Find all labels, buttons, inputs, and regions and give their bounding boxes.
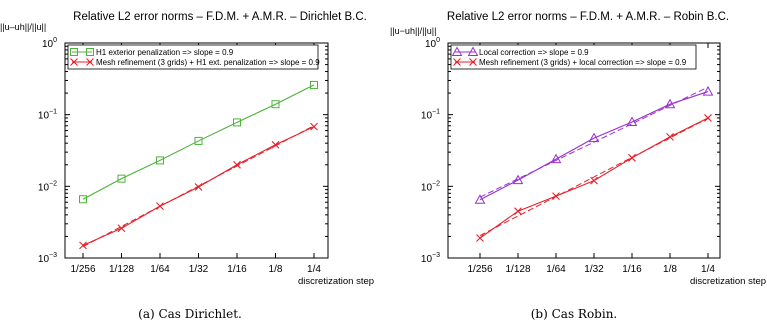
x-tick-label: 1/64 xyxy=(150,264,170,275)
x-tick-label: 1/16 xyxy=(622,264,642,275)
chart-title: Relative L2 error norms – F.D.M. + A.M.R. – Dirichlet B.C. xyxy=(73,11,367,23)
chart-robin xyxy=(390,11,766,287)
y-tick-label: $10^0$ xyxy=(41,37,57,50)
y-tick-label: $10^{-1}$ xyxy=(37,108,57,122)
x-axis-label: discretization step xyxy=(690,276,767,287)
x-tick-label: 1/128 xyxy=(108,264,135,275)
data-point xyxy=(629,154,636,161)
data-point xyxy=(515,208,522,215)
data-point xyxy=(704,87,713,95)
data-point xyxy=(553,193,560,200)
x-axis-label: discretization step xyxy=(298,276,375,287)
x-tick-label: 1/64 xyxy=(546,264,566,275)
x-tick-label: 1/16 xyxy=(227,264,247,275)
x-tick-label: 1/4 xyxy=(701,264,715,275)
x-tick-label: 1/128 xyxy=(505,264,531,275)
data-point xyxy=(705,114,712,121)
x-tick-label: 1/256 xyxy=(70,264,96,275)
plot-frame xyxy=(65,43,328,258)
x-tick-label: 1/4 xyxy=(307,264,321,275)
x-tick-label: 1/32 xyxy=(188,264,209,275)
data-point xyxy=(591,177,598,184)
data-point xyxy=(311,123,318,130)
legend-label: Local correction => slope = 0.9 xyxy=(479,48,589,57)
legend-label: Mesh refinement (3 grids) + H1 ext. penalization => slope = 0.9 xyxy=(96,58,320,67)
y-tick-label: $10^{-2}$ xyxy=(37,180,57,194)
x-tick-label: 1/32 xyxy=(584,264,604,275)
y-tick-label: $10^{-3}$ xyxy=(37,252,57,265)
plot-frame xyxy=(448,43,720,258)
y-tick-label: $10^{-1}$ xyxy=(420,108,440,122)
chart-dirichlet xyxy=(0,11,374,287)
y-tick-label: $10^0$ xyxy=(424,37,440,50)
chart-title: Relative L2 error norms – F.D.M. + A.M.R. – Robin B.C. xyxy=(446,11,730,23)
x-tick-label: 1/8 xyxy=(663,264,677,275)
x-tick-label: 1/8 xyxy=(268,264,283,275)
series-fit-line xyxy=(480,118,708,235)
series-fit-line xyxy=(83,126,314,247)
legend-label: Mesh refinement (3 grids) + local correction => slope = 0.9 xyxy=(479,58,687,67)
data-point xyxy=(157,203,164,210)
legend-label: H1 exterior penalization => slope = 0.9 xyxy=(96,48,234,57)
x-tick-label: 1/256 xyxy=(467,264,493,275)
caption-robin: (b) Cas Robin. xyxy=(530,307,618,321)
y-tick-label: $10^{-3}$ xyxy=(420,252,440,265)
y-axis-label: ||u–uh||/||u|| xyxy=(0,22,47,32)
y-tick-label: $10^{-2}$ xyxy=(420,180,440,194)
caption-dirichlet: (a) Cas Dirichlet. xyxy=(138,307,242,321)
y-axis-label: ||u−uh||/||u|| xyxy=(390,26,437,36)
